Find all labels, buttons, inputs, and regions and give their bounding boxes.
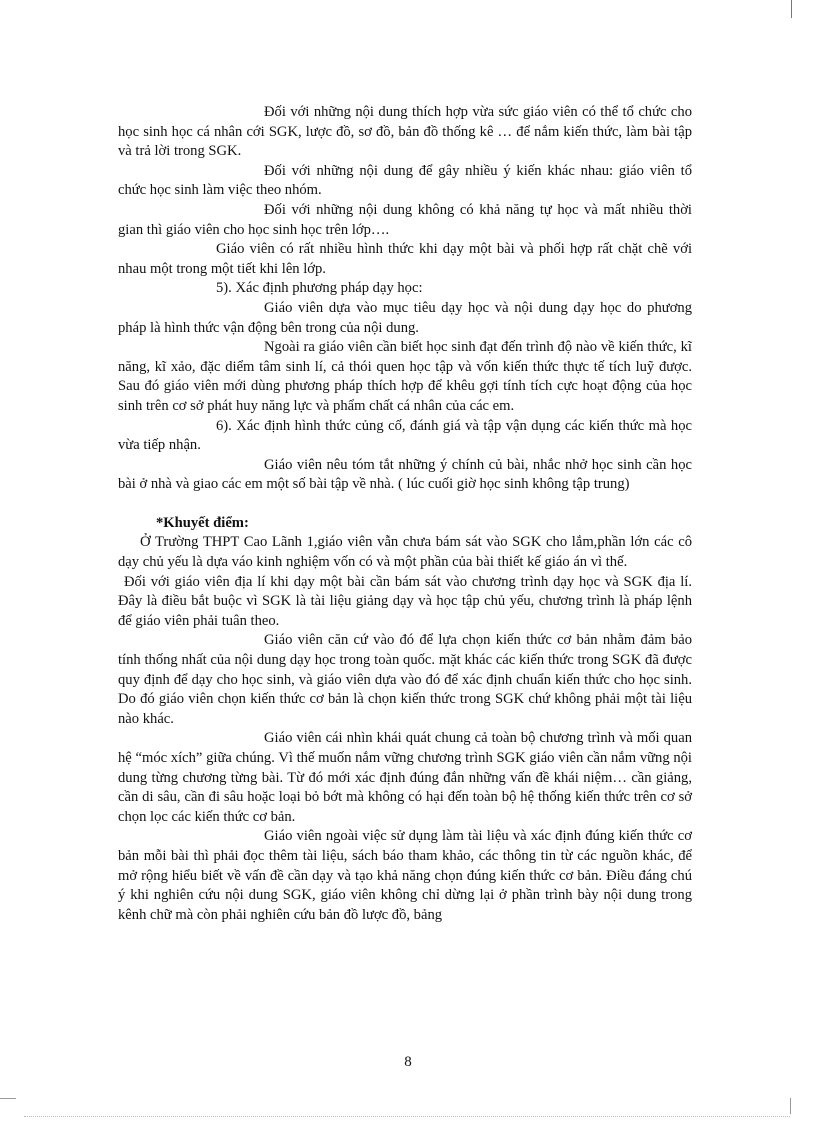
paragraph: Giáo viên cái nhìn khái quát chung cả toàn bộ chương trình và mối quan hệ “móc xích” giữa chúng. Vì thế muốn nắm vững chương trình SGK giáo viên cần nắm vững nội dung từng chương từng bài. Từ đó mới xác định đúng đắn những vấn đề khái niệm… cần giảng, cần di sâu, cần đi sâu hoặc loại bỏ bớt mà không có hại đến toàn bộ hệ thống kiến thức trên cơ sở chọn lọc các kiến thức cơ bản. (118, 730, 692, 825)
paragraph: Giáo viên nêu tóm tắt những ý chính củ bài, nhắc nhở học sinh cần học bài ở nhà và giao các em một số bài tập về nhà. ( lúc cuối giờ học sinh không tập trung) (118, 456, 692, 493)
page-boundary (24, 1116, 790, 1117)
paragraph: Giáo viên dựa vào mục tiêu dạy học và nội dung dạy học do phương pháp là hình thức vận động bên trong của nội dung. (118, 299, 692, 336)
paragraph: Ngoài ra giáo viên cần biết học sinh đạt đến trình độ nào về kiến thức, kĩ năng, kĩ xảo, đặc diểm tâm sinh lí, cả thói quen học tập và vốn kiến thức thực tế tích luỹ được. Sau đó giáo viên mới dùng phương pháp thích hợp để khêu gợi tính tích cực hoạt động của học sinh trên cơ sở phát huy năng lực và phẩm chất cá nhân của các em. (118, 339, 692, 414)
section-heading-6: 6). Xác định hình thức củng cố, đánh giá và tập vận dụng các kiến thức mà học vừa tiếp nhận. (118, 417, 692, 454)
body-text (118, 103, 692, 925)
paragraph: Ở Trường THPT Cao Lãnh 1,giáo viên vẫn chưa bám sát vào SGK cho lắm,phần lớn các cô dạy chủ yếu là dựa váo kinh nghiệm vốn có và một phần của bài thiết kế giáo án vì thế. (118, 534, 692, 571)
paragraph: Giáo viên có rất nhiều hình thức khi dạy một bài và phối hợp rất chặt chẽ với nhau một trong một tiết khi lên lớp. (118, 241, 692, 277)
paragraph: Giáo viên căn cứ vào đó để lựa chọn kiến thức cơ bản nhằm đảm bảo tính thống nhất của nội dung dạy học trong toàn quốc. mặt khác các kiến thức trong SGK đã được quy định để dạy cho học sinh, và giáo viên dựa vào đó để xác định chuẩn kiến thức cho học sinh. Do đó giáo viên chọn kiến thức cơ bản là chọn kiến thức trong SGK chứ không phải một tài liệu nào khác. (118, 632, 692, 727)
paragraph: Giáo viên ngoài việc sử dụng làm tài liệu và xác định đúng kiến thức cơ bản mỗi bài thì phải đọc thêm tài liệu, sách báo tham khảo, các thông tin từ các nguồn khác, để mở rộng hiểu biết về vấn đề cần dạy và tạo khả năng chọn đúng kiến thức cơ bản. Điều đáng chú ý khi nghiên cứu nội dung SGK, giáo viên không chỉ dừng lại ở phần trình bày nội dung trong kênh chữ mà còn phải nghiên cứu bản đồ lược đồ, bảng (118, 828, 692, 923)
paragraph: Đối với những nội dung không có khả năng tự học và mất nhiều thời gian thì giáo viên cho học sinh học trên lớp…. (118, 201, 692, 238)
section-heading-5: 5). Xác định phương pháp dạy học: (216, 280, 423, 297)
crop-mark (0, 1098, 16, 1099)
crop-mark (790, 1098, 791, 1114)
heading-khuyet-diem: *Khuyết điểm: (156, 514, 249, 531)
paragraph: Đối với giáo viên địa lí khi dạy một bài cần bám sát vào chương trình dạy học và SGK địa lí. Đây là điều bắt buộc vì SGK là tài liệu giảng dạy và học tập chủ yếu, chương trình là pháp lệnh để giáo viên phải tuân theo. (118, 573, 692, 629)
page-number: 8 (404, 1054, 412, 1070)
paragraph: Đối với những nội dung thích hợp vừa sức giáo viên có thể tổ chức cho học sinh học cá nhân cới SGK, lược đồ, sơ đồ, bản đồ thống kê … để nắm kiến thức, làm bài tập và trả lời trong SGK. (118, 104, 692, 160)
spacer (118, 495, 692, 514)
crop-mark (791, 0, 792, 18)
paragraph: Đối với những nội dung để gây nhiều ý kiến khác nhau: giáo viên tổ chức học sinh làm việc theo nhóm. (118, 162, 692, 199)
